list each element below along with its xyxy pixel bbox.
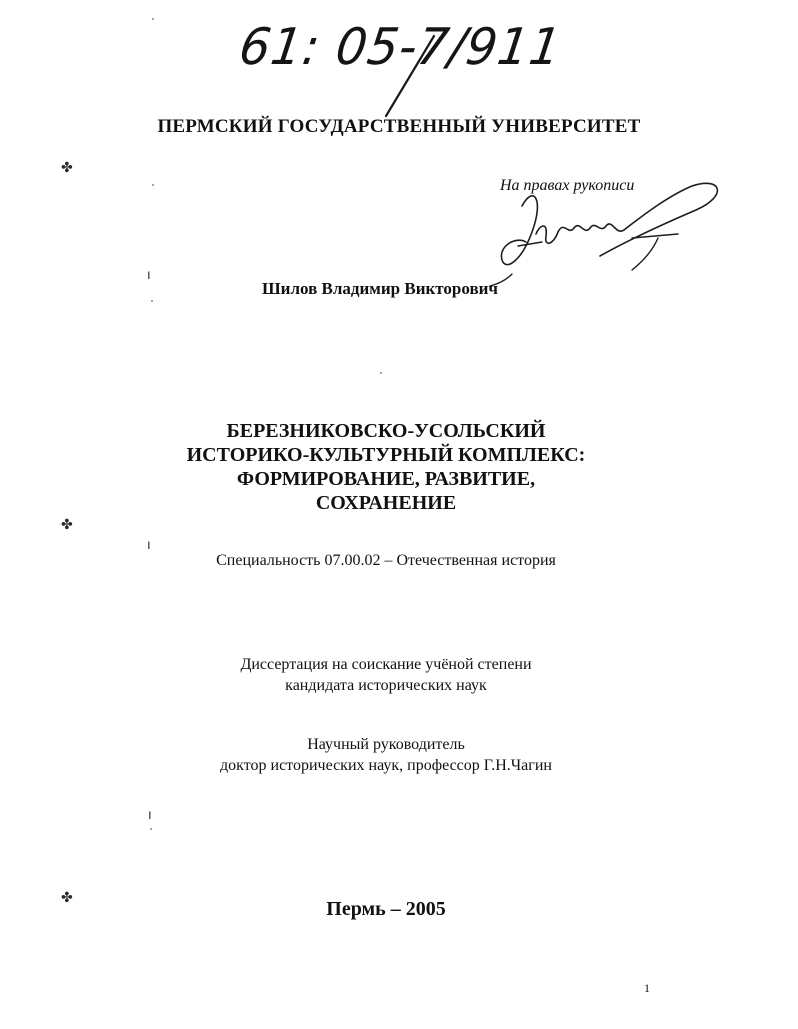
page-number: 1 [644, 981, 650, 995]
signature [482, 176, 732, 286]
city-year: Пермь – 2005 [326, 898, 446, 920]
title-line: ИСТОРИКО-КУЛЬТУРНЫЙ КОМПЛЕКС: [186, 444, 586, 466]
archive-code-slash-stroke [372, 32, 452, 122]
archive-code: 61: 05-7/911 [235, 18, 566, 77]
scan-speck [150, 828, 152, 830]
title-line: ФОРМИРОВАНИЕ, РАЗВИТИЕ, [236, 468, 536, 490]
binding-mark-icon: ✤ [61, 160, 73, 176]
scan-mark-icon: ı [147, 268, 151, 283]
degree-statement [0, 654, 772, 696]
scan-speck [380, 372, 382, 374]
binding-mark-icon: ✤ [61, 890, 73, 906]
manuscript-note: На правах рукописи [500, 177, 635, 194]
scan-mark-icon: ı [147, 538, 151, 553]
university-name: ПЕРМСКИЙ ГОСУДАРСТВЕННЫЙ УНИВЕРСИТЕТ [157, 116, 641, 137]
scan-speck [152, 18, 154, 20]
supervisor-name: доктор исторических наук, профессор Г.Н.Чагин [220, 757, 552, 774]
title-line: БЕРЕЗНИКОВСКО-УСОЛЬСКИЙ [226, 420, 546, 442]
degree-line: кандидата исторических наук [285, 677, 487, 694]
title-line: СОХРАНЕНИЕ [315, 492, 457, 514]
supervisor-label: Научный руководитель [307, 736, 465, 753]
scan-speck [151, 300, 153, 302]
supervisor-block [0, 734, 772, 776]
binding-mark-icon: ✤ [61, 517, 73, 533]
specialty: Специальность 07.00.02 – Отечественная история [216, 552, 556, 569]
dissertation-title [0, 419, 772, 515]
author-name: Шилов Владимир Викторович [262, 279, 499, 298]
scan-speck [152, 184, 154, 186]
degree-line: Диссертация на соискание учёной степени [240, 656, 532, 673]
scan-mark-icon: ı [148, 808, 152, 823]
